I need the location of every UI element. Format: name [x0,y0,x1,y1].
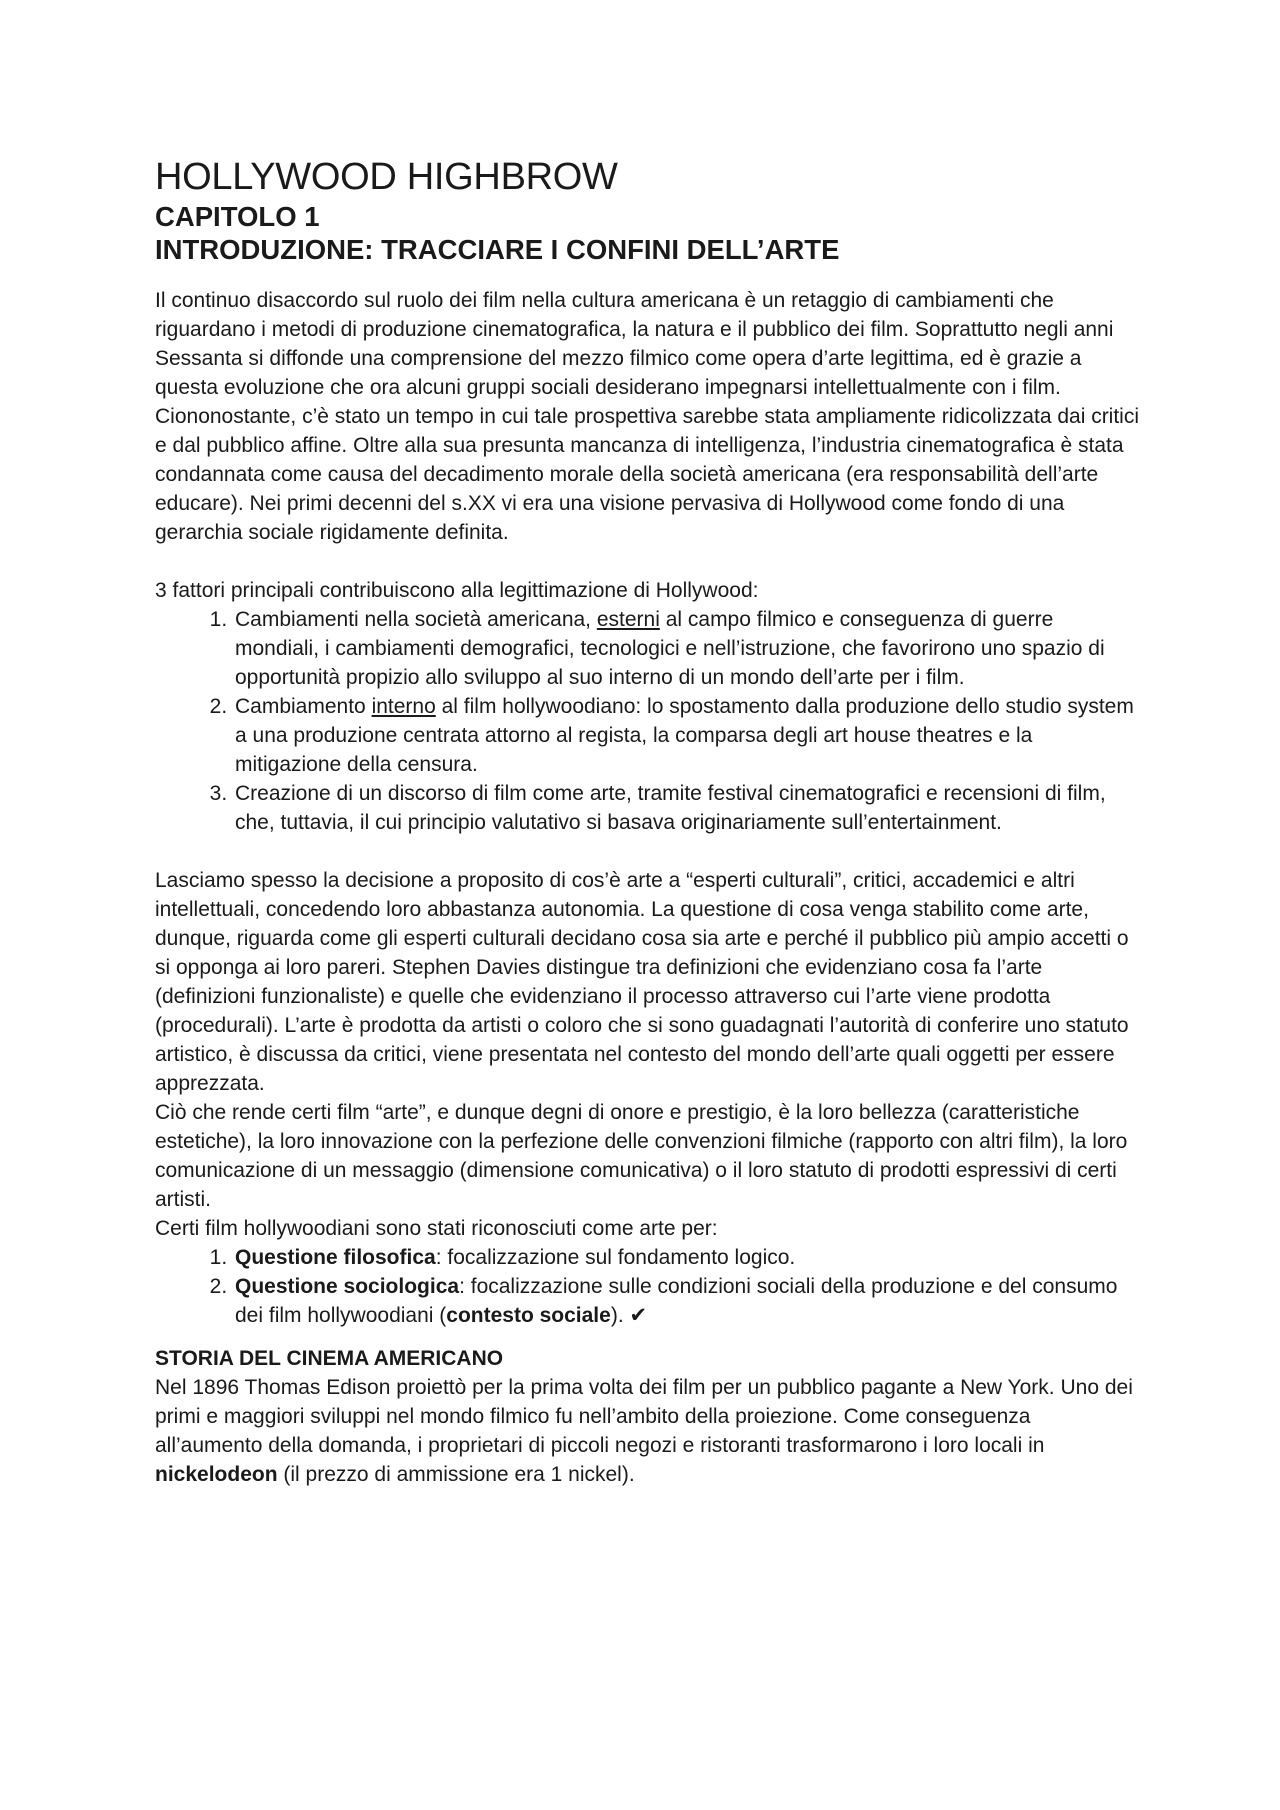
recognition-intro: Certi film hollywoodiani sono stati riconosciuti come arte per: [155,1217,718,1240]
list-item: 2. Cambiamento interno al film hollywoodiano: lo spostamento dalla produzione dello studio system a una produzione centrata attorno al regista, la comparsa degli art house theatres e la mitigazione della censura. [233,692,1140,779]
intro-paragraph: Il continuo disaccordo sul ruolo dei film nella cultura americana è un retaggio di cambiamenti che riguardano i metodi di produzione cinematografica, la natura e il pubblico dei film. Soprattutto negli anni Sessanta si diffonde una comprensione del mezzo filmico come opera d’arte legittima, ed è grazie a questa evoluzione che ora alcuni gruppi sociali desiderano impegnarsi intellettualmente con i film. Ciononostante, c’è stato un tempo in cui tale prospettiva sarebbe stata ampliamente ridicolizzata dai critici e dal pubblico affine. Oltre alla sua presunta mancanza di intelligenza, l’industria cinematografica è stata condannata come causa del decadimento morale della società americana (era responsabilità dell’arte educare). Nei primi decenni del s.XX vi era una visione pervasiva di Hollywood come fondo di una gerarchia sociale rigidamente definita. [155,289,1140,544]
list-item: 1. Cambiamenti nella società americana, esterni al campo filmico e conseguenza di guerre mondiali, i cambiamenti demografici, tecnologici e nell’istruzione, che favorirono uno spazio di opportunità propizio allo sviluppo al suo interno di un mondo dell’arte per i film. [233,605,1140,692]
questions-list [155,1243,1140,1330]
factors-list [155,605,1140,837]
section-heading: STORIA DEL CINEMA AMERICANO [155,1347,504,1370]
list-item: 2. Questione sociologica: focalizzazione sulle condizioni sociali della produzione e del consumo dei film hollywoodiani (contesto sociale). ✔ [233,1272,1140,1330]
chapter-subtitle: INTRODUZIONE: TRACCIARE I CONFINI DELL’ARTE [155,234,840,265]
list-item: 1. Questione filosofica: focalizzazione sul fondamento logico. [233,1243,1140,1272]
history-paragraph: Nel 1896 Thomas Edison proiettò per la prima volta dei film per un pubblico pagante a New York. Uno dei primi e maggiori sviluppi nel mondo filmico fu nell’ambito della proiezione. Come conseguenza all’aumento della domanda, i proprietari di piccoli negozi e ristoranti trasformarono i loro locali in nickelodeon (il prezzo di ammissione era 1 nickel). [155,1376,1133,1486]
document-title: HOLLYWOOD HIGHBROW [155,156,618,198]
list-item: 3. Creazione di un discorso di film come arte, tramite festival cinematografici e recensioni di film, che, tuttavia, il cui principio valutativo si basava originariamente sull’entertainment. [233,779,1140,837]
art-criteria-paragraph: Ciò che rende certi film “arte”, e dunque degni di onore e prestigio, è la loro bellezza (caratteristiche estetiche), la loro innovazione con la perfezione delle convenzioni filmiche (rapporto con altri film), la loro comunicazione di un messaggio (dimensione comunicativa) o il loro statuto di prodotti espressivi di certi artisti. [155,1101,1128,1211]
experts-paragraph: Lasciamo spesso la decisione a proposito di cos’è arte a “esperti culturali”, critici, accademici e altri intellettuali, concedendo loro abbastanza autonomia. La questione di cosa venga stabilito come arte, dunque, riguarda come gli esperti culturali decidano cosa sia arte e perché il pubblico più ampio accetti o si opponga ai loro pareri. Stephen Davies distingue tra definizioni che evidenziano cosa fa l’arte (definizioni funzionaliste) e quelle che evidenziano il processo attraverso cui l’arte viene prodotta (procedurali). L’arte è prodotta da artisti o coloro che si sono guadagnati l’autorità di conferire uno statuto artistico, è discussa da critici, viene presentata nel contesto del mondo dell’arte quali oggetti per essere apprezzata. [155,869,1129,1095]
chapter-heading: CAPITOLO 1 [155,201,320,232]
factors-intro: 3 fattori principali contribuiscono alla legittimazione di Hollywood: [155,579,759,602]
